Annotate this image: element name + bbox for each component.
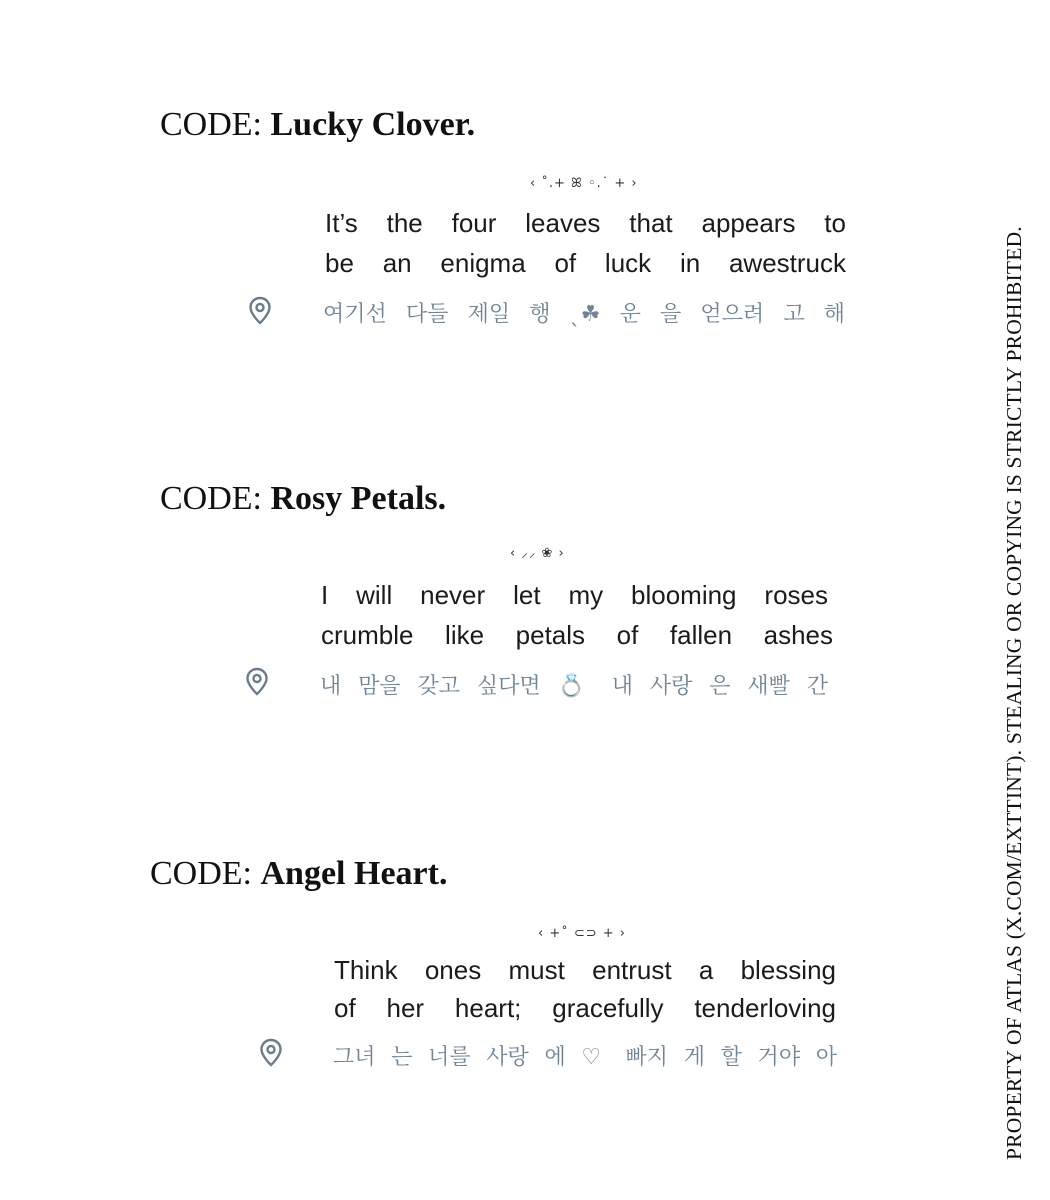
korean-line: 여기선 다들 제일 행 ˎ☘ 운 을 얻으려 고 해: [323, 302, 845, 327]
section-title-angel-heart: [150, 855, 447, 893]
code-prefix: CODE:: [160, 480, 262, 517]
code-name: Rosy Petals.: [270, 480, 447, 517]
section-title-rosy-petals: [160, 480, 446, 518]
code-name: Lucky Clover.: [270, 106, 476, 143]
lyric-line: of her heart; gracefully tenderloving: [334, 993, 836, 1023]
copyright-watermark: PROPERTY OF ATLAS (X.COM/EXTTINT). STEALING OR COPYING IS STRICTLY PROHIBITED.: [1002, 226, 1026, 1160]
lyric-line: Think ones must entrust a blessing: [334, 955, 836, 985]
petals-decoration: ‹ ⸝⸝ ❀ ›: [510, 546, 565, 561]
korean-line: 내 맘을 갖고 싶다면 💍 내 사랑 은 새빨 간: [320, 674, 828, 699]
lyric-line: I will never let my blooming roses: [321, 580, 828, 610]
code-prefix: CODE:: [160, 106, 262, 143]
clover-decoration: ‹ ˚.+ ꕤ ◦.˙ + ›: [530, 176, 638, 191]
lyric-line: It’s the four leaves that appears to: [325, 208, 846, 238]
location-pin-icon: [258, 1038, 284, 1068]
halo-decoration: ‹ +˚ ⊂⊃ + ›: [538, 926, 626, 941]
code-name: Angel Heart.: [260, 855, 448, 892]
code-prefix: CODE:: [150, 855, 252, 892]
lyric-line: crumble like petals of fallen ashes: [321, 620, 833, 650]
lyric-line: be an enigma of luck in awestruck: [325, 248, 846, 278]
section-title-lucky-clover: [160, 106, 475, 144]
location-pin-icon: [247, 296, 273, 326]
location-pin-icon: [244, 667, 270, 697]
korean-line: 그녀 는 너를 사랑 에 ♡ 빠지 게 할 거야 아: [333, 1045, 837, 1070]
